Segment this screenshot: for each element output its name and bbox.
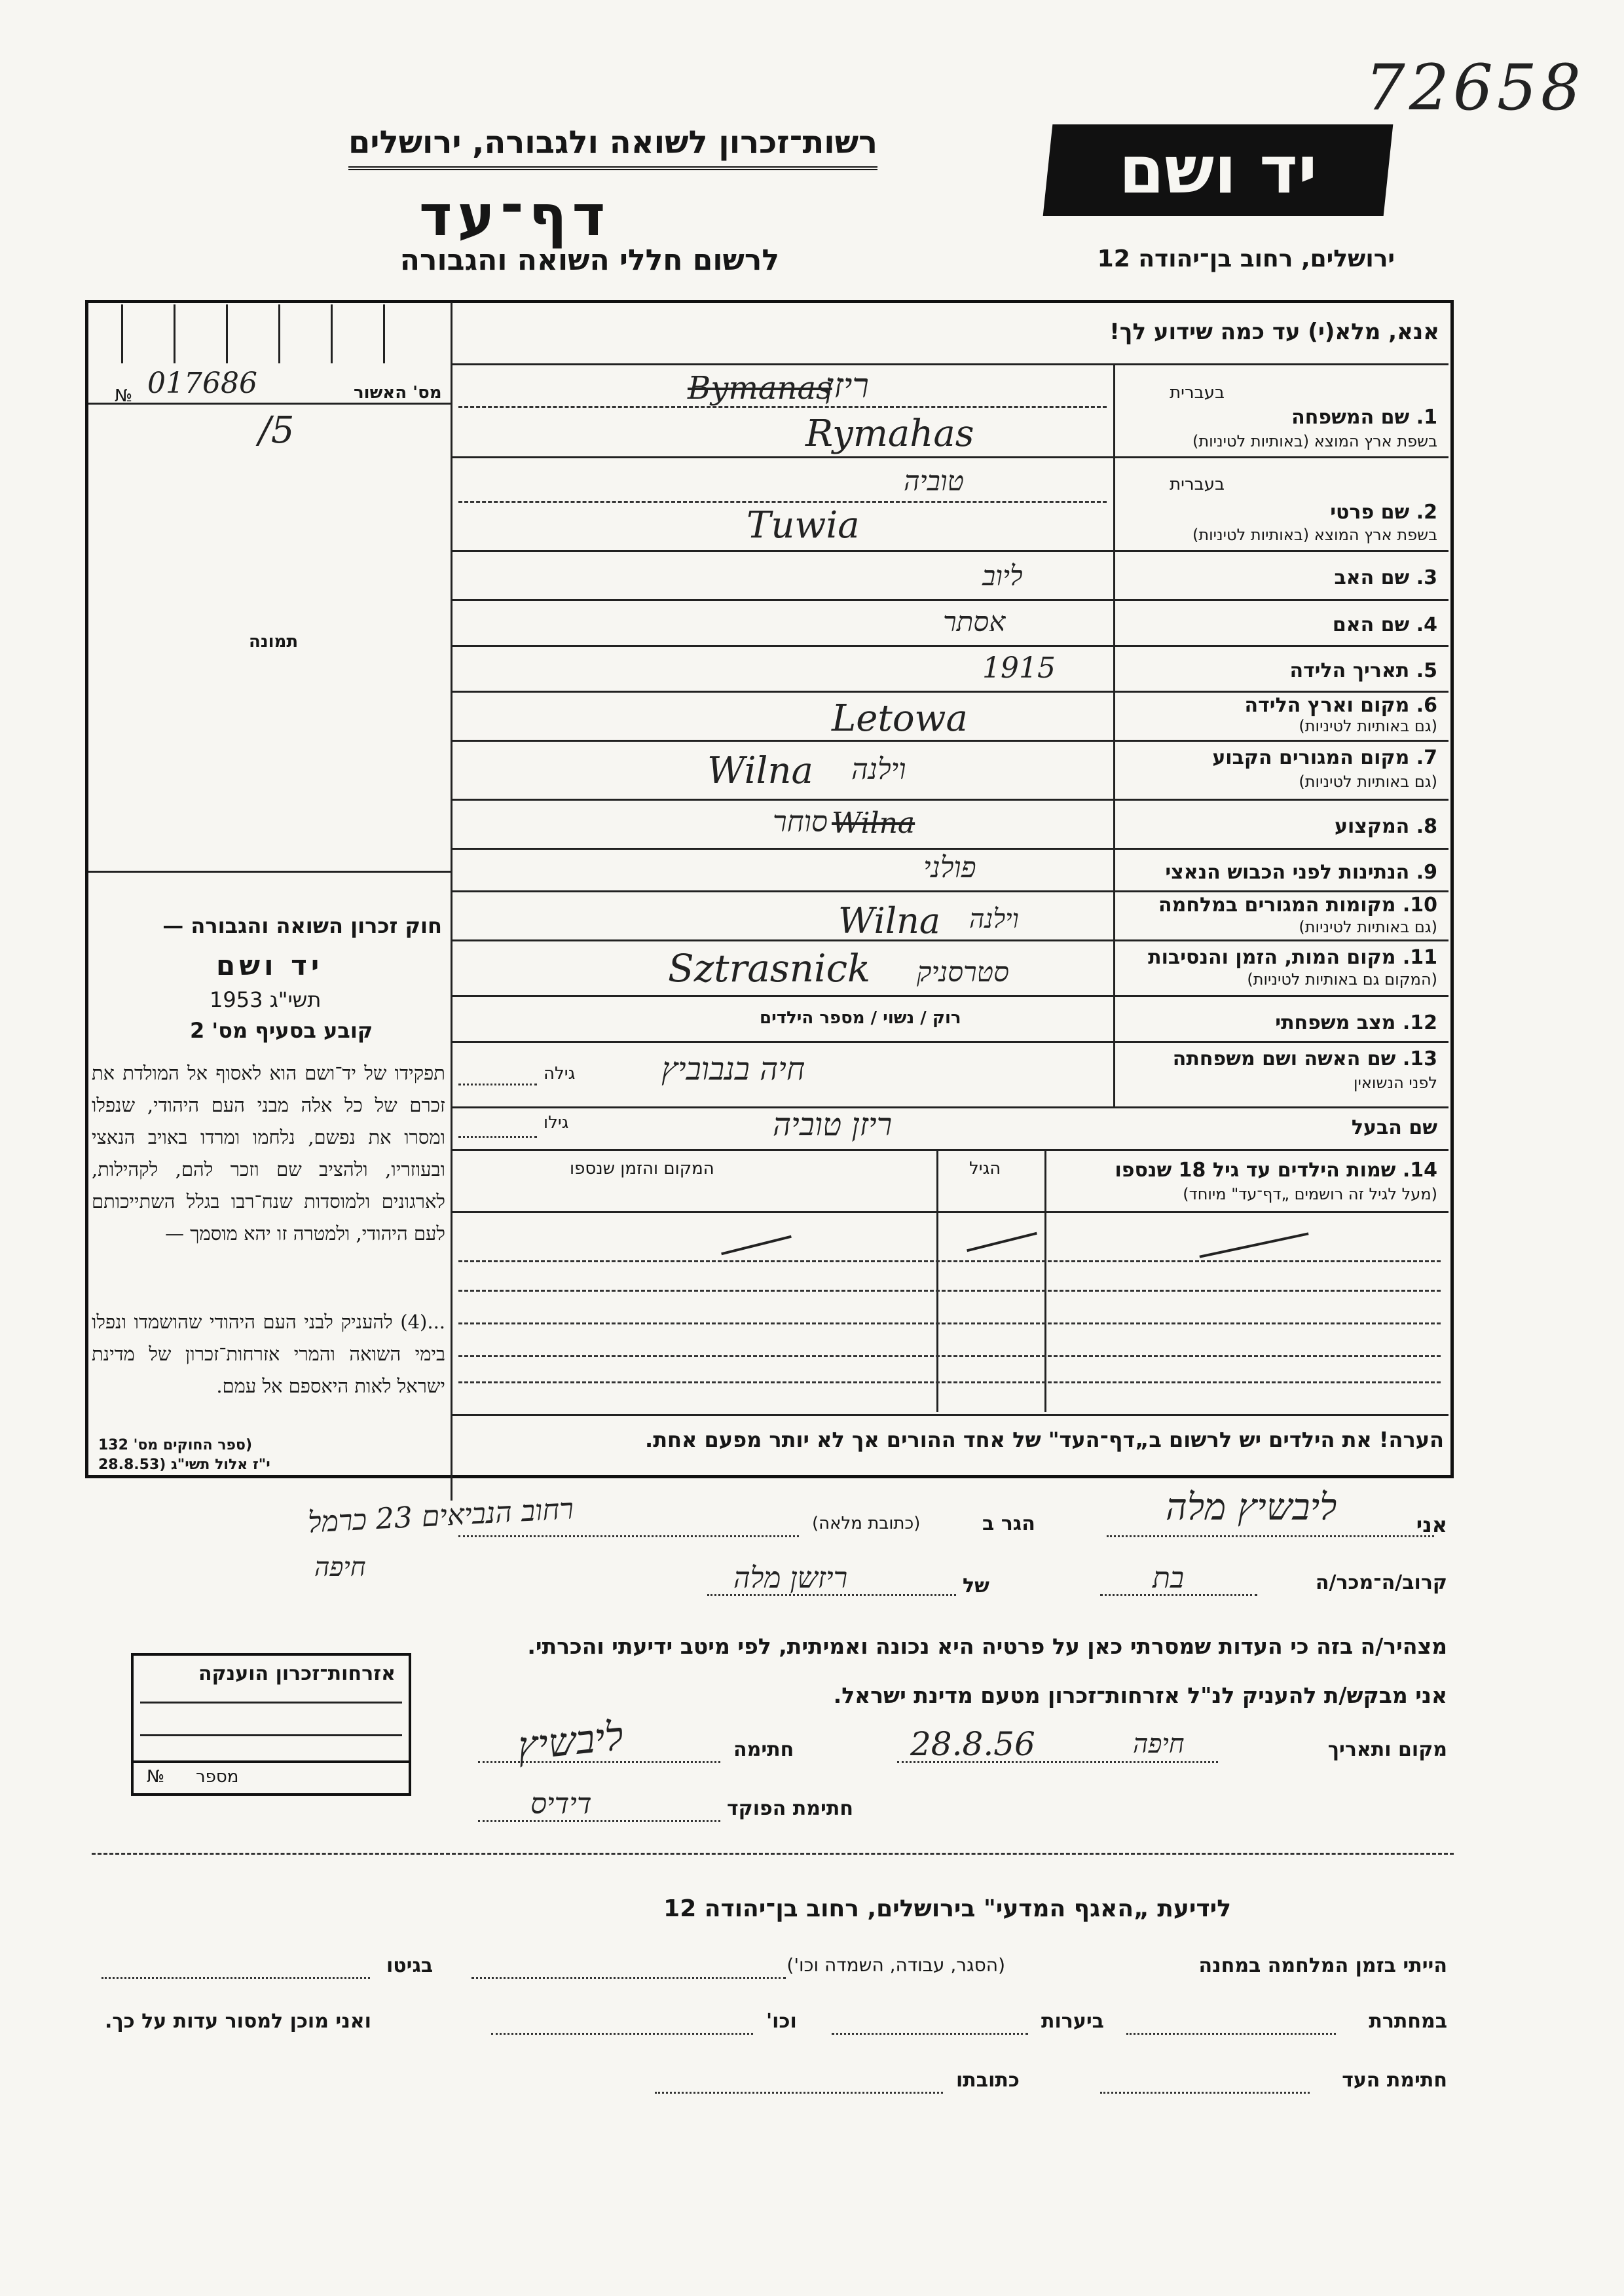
f10-value-latin: Wilna bbox=[838, 900, 941, 941]
logo bbox=[1043, 124, 1393, 216]
citizenship-no-sign: № bbox=[147, 1767, 165, 1787]
children-place-header: המקום והזמן שנספו bbox=[570, 1159, 714, 1178]
bottom-line3-sig: חתימת העד bbox=[1342, 2069, 1447, 2092]
bottom-line1-end: בגיטו bbox=[386, 1954, 434, 1977]
photo-label: תמונה bbox=[249, 632, 299, 651]
authority-title: רשות־זכרון לשואה ולגבורה, ירושלים bbox=[348, 124, 877, 170]
f5-value: 1915 bbox=[982, 651, 1056, 685]
bottom-line1-hint: (הסגר, עבודה, השמדה וכו') bbox=[786, 1954, 1005, 1976]
date-value: 28.8.56 bbox=[910, 1725, 1035, 1763]
place-value: חיפה bbox=[1133, 1729, 1185, 1759]
official-signature-value: דידיס bbox=[530, 1787, 592, 1821]
signature-label: חתימה bbox=[733, 1738, 794, 1761]
children-age-header: הגיל bbox=[969, 1159, 1001, 1178]
law-section: קובע בסעיף מס' 2 bbox=[190, 1018, 373, 1043]
husband-label: שם הבעל bbox=[1351, 1116, 1437, 1139]
f9-label: 9. הנתינות לפני הכבוש הנאצי bbox=[1165, 861, 1437, 884]
left-column-divider bbox=[451, 302, 452, 1501]
bottom-line2-a: במחתרת bbox=[1369, 2010, 1447, 2033]
of-label: של bbox=[963, 1575, 989, 1597]
intro-line: אנא, מלא(י) עד כמה שידוע לך! bbox=[1109, 319, 1439, 345]
address-hint: (כתובת מלאה) bbox=[812, 1514, 921, 1533]
f6-label: 6. מקום וארץ הלידה bbox=[1244, 694, 1437, 717]
bottom-line2-c: וכו' bbox=[766, 2010, 797, 2033]
f4-value: אסתר bbox=[943, 606, 1006, 638]
f14-sub: (מעל לגיל זה רושמים „דף־עד" מיוחד) bbox=[1183, 1185, 1437, 1203]
f1-label: 1. שם המשפחה bbox=[1291, 406, 1437, 429]
f4-label: 4. שם האם bbox=[1332, 613, 1437, 636]
law-name: יד ושם bbox=[216, 949, 323, 981]
bottom-line1-start: הייתי בזמן המלחמה במחנה bbox=[1198, 1954, 1447, 1977]
f7-label: 7. מקום המגורים הקבוע bbox=[1212, 746, 1437, 769]
signature-value: ליבשיץ bbox=[515, 1713, 626, 1770]
address-value-2: חיפה bbox=[314, 1552, 366, 1582]
citizenship-no-label: מספר bbox=[196, 1767, 239, 1787]
citizenship-box bbox=[131, 1653, 411, 1796]
no-sign: № bbox=[115, 386, 133, 406]
f2-sub: בשפת ארץ המוצא (באותיות לטיניות) bbox=[1192, 526, 1437, 544]
f8-label: 8. המקצוע bbox=[1335, 815, 1437, 838]
f10-sub: (גם באותיות לטיניות) bbox=[1299, 918, 1437, 936]
f1-value-latin: Rymahas bbox=[805, 412, 974, 455]
form-title: דף־עד bbox=[419, 183, 611, 249]
f11-label: 11. מקום המות, הזמן והנסיבות bbox=[1148, 946, 1437, 969]
request-text: אני מבקש/ת להעניק לנ"ל אזרחות־זכרון מטעם מדינת ישראל. bbox=[833, 1683, 1447, 1708]
declarant-name: ליבשיץ מלה bbox=[1166, 1486, 1337, 1529]
f5-label: 5. תאריך הלידה bbox=[1289, 659, 1437, 682]
f13-age: גילה bbox=[544, 1064, 576, 1084]
law-year: תשי"ג 1953 bbox=[210, 987, 322, 1012]
yad-vashem-address: ירושלים, רחוב בן־יהודה 12 bbox=[1097, 246, 1395, 272]
certificate-stubs bbox=[115, 304, 442, 363]
f11-value-he: סטרסניק bbox=[917, 956, 1009, 988]
relation-value: בת bbox=[1153, 1561, 1185, 1595]
law-ref-2: י"ז אלול תשי"ג (28.8.53 bbox=[98, 1457, 270, 1473]
f10-value-he: וילנה bbox=[969, 904, 1019, 934]
f2-value-he: טוביה bbox=[904, 465, 964, 497]
f1-sub: בשפת ארץ המוצא (באותיות לטיניות) bbox=[1192, 432, 1437, 450]
f3-label: 3. שם האב bbox=[1334, 566, 1437, 589]
declare-text: מצהיר/ה בזה כי העדות שמסרתי כאן על פרטיה היא נכונה ואמיתית, לפי מיטב ידיעתי והכרתי. bbox=[527, 1633, 1447, 1659]
place-date-label: מקום ותאריך bbox=[1327, 1738, 1447, 1761]
certificate-suffix: /5 bbox=[259, 409, 295, 452]
residing-label: הגר ב bbox=[982, 1512, 1035, 1535]
archive-number: 72658 bbox=[1365, 51, 1585, 124]
note-text: הערה! את הילדים יש לרשום ב„דף־העד" של אחד ההורים אך לא יותר מפעם אחת. bbox=[645, 1427, 1444, 1452]
f2-value-latin: Tuwia bbox=[747, 504, 860, 547]
f10-label: 10. מקומות המגורים במלחמה bbox=[1158, 894, 1437, 917]
bottom-line3-addr: כתובתו bbox=[956, 2069, 1020, 2092]
relative-label: קרוב/ה־מכר/ה bbox=[1315, 1571, 1447, 1594]
law-text: תפקידו של יד־ושם הוא לאסוף אל המולדת את זכרם של כל אלה מבני העם היהודי, שנפלו ומסרו את נפשם, נלחמו ומרדו באויב הנאצי ובעוזריו, ולהציב שם וזכר להם, לקהילות, לארגונים ולמוסדות שנח־רבו בגלל השתייכותם לעם היהודי, ולמטרה זו יהא מוסמך — bbox=[92, 1062, 445, 1245]
husband-age: גילו bbox=[544, 1113, 569, 1133]
f13-value: חיה בנבוביץ bbox=[661, 1051, 805, 1087]
f1-value-strike: Bymanas bbox=[688, 370, 832, 407]
bottom-line2-b: ביערות bbox=[1041, 2010, 1104, 2033]
form-frame bbox=[85, 300, 1454, 1478]
law-text-4: ...(4) להעניק לבני העם היהודי שהושמדו ונפלו בימי השואה והמרי אזרחות־זכרון של מדינת ישראל לאות היאספם אל עמם. bbox=[92, 1311, 445, 1397]
f2-label: 2. שם פרטי bbox=[1330, 501, 1437, 524]
logo-text: יד ושם bbox=[1118, 132, 1318, 208]
f14-label: 14. שמות הילדים עד גיל 18 שנספו bbox=[1115, 1159, 1437, 1182]
bottom-title: לידיעת „האגף המדעי" בירושלים, רחוב בן־יהודה 12 bbox=[663, 1895, 1231, 1922]
f12-options: רוק / נשוי / מספר הילדים bbox=[760, 1008, 961, 1028]
f6-sub: (גם באותיות לטיניות) bbox=[1299, 717, 1437, 735]
husband-value: ריזן טוביה bbox=[773, 1106, 893, 1143]
f13-sub: לפני הנשואין bbox=[1353, 1074, 1437, 1092]
f1-value-he: ריזן bbox=[825, 367, 869, 406]
f13-label: 13. שם האשה ושם משפחתה bbox=[1172, 1048, 1437, 1070]
of-value: ריזשן מלה bbox=[733, 1561, 848, 1595]
citizenship-box-title: אזרחות־זכרון הוענקה bbox=[198, 1662, 396, 1685]
f8-value-strike: Wilna bbox=[832, 807, 915, 840]
f11-sub: (המקום גם באותיות לטיניות) bbox=[1247, 970, 1437, 989]
f8-value-he: סוחר bbox=[773, 805, 828, 839]
f3-value: ליוב bbox=[982, 560, 1023, 592]
f9-value: פולני bbox=[923, 851, 976, 884]
official-signature-label: חתימת הפוקד bbox=[727, 1797, 853, 1820]
law-title: חוק זכרון השואה והגבורה — bbox=[162, 913, 442, 938]
certificate-number: 017686 bbox=[147, 367, 257, 400]
f11-value-latin: Sztrasnick bbox=[668, 946, 871, 991]
bottom-line2-end: ואני מוכן למסור עדות על כך. bbox=[105, 2010, 371, 2033]
form-subtitle: לרשום חללי השואה והגבורה bbox=[399, 244, 779, 277]
f7-sub: (גם באותיות לטיניות) bbox=[1299, 773, 1437, 791]
declaration-i-label: אני bbox=[1416, 1512, 1447, 1537]
f7-value-he: וילנה bbox=[851, 753, 906, 786]
f7-value-latin: Wilna bbox=[707, 750, 813, 792]
certificate-label: מס' האשור bbox=[354, 383, 442, 403]
address-value: רחוב הנביאים 23 כרמל bbox=[306, 1492, 575, 1540]
f6-value: Letowa bbox=[832, 697, 968, 740]
f12-label: 12. מצב משפחתי bbox=[1275, 1011, 1437, 1034]
f1-in-hebrew: בעברית bbox=[1170, 383, 1225, 403]
f2-in-hebrew: בעברית bbox=[1170, 475, 1225, 494]
law-ref-1: (ספר החוקים מס' 132 bbox=[98, 1437, 253, 1453]
